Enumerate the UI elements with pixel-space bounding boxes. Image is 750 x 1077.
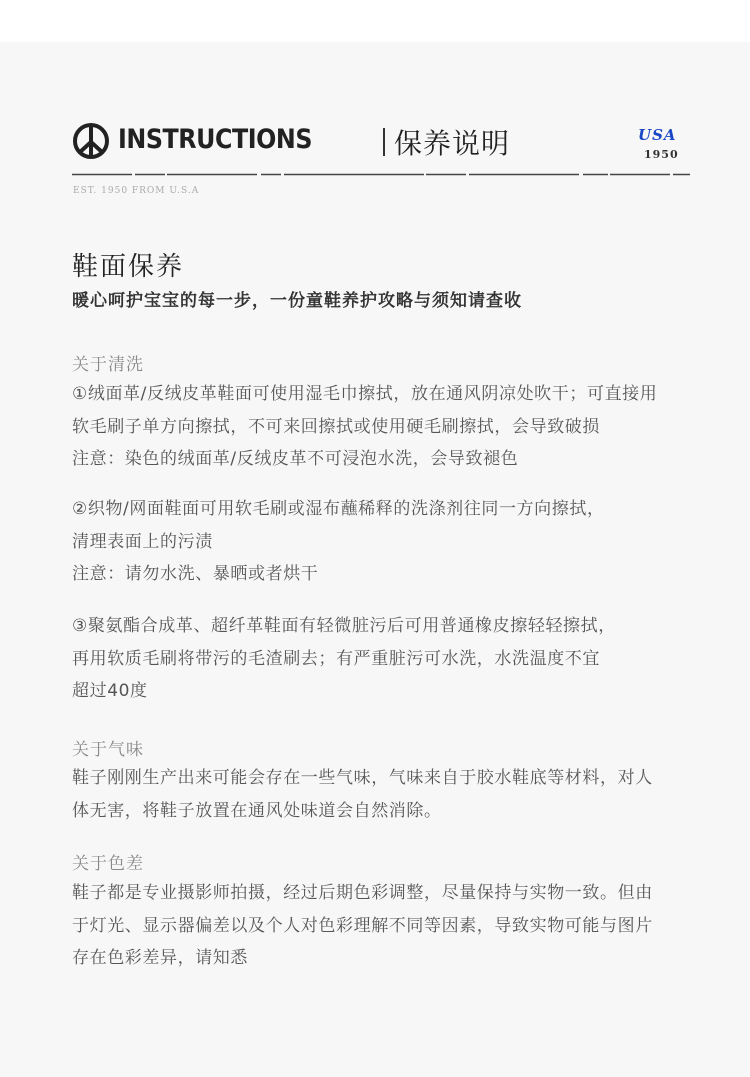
paragraph-line: ③聚氨酯合成革、超纤革鞋面有轻微脏污后可用普通橡皮擦轻轻擦拭， (72, 616, 616, 636)
section-heading: 鞋面保养 (72, 252, 185, 282)
header-rule (72, 173, 690, 176)
section-subheading: 暖心呵护宝宝的每一步，一份童鞋养护攻略与须知请查收 (72, 291, 522, 311)
title-divider (383, 128, 385, 156)
color-paragraph (72, 877, 692, 975)
paragraph-line: 再用软质毛刷将带污的毛渣刷去；有严重脏污可水洗，水洗温度不宜 (72, 648, 600, 669)
paragraph-line: 注意：染色的绒面革/反绒皮革不可浸泡水洗，会导致褪色 (72, 449, 519, 469)
paragraph-line: 注意：请勿水洗、暴晒或者烘干 (72, 564, 319, 584)
top-bar (0, 0, 750, 42)
paragraph-line: 超过40度 (72, 681, 148, 701)
wash-title: 关于清洗 (72, 355, 144, 375)
paragraph-line: 软毛刷子单方向擦拭，不可来回擦拭或使用硬毛刷擦拭，会导致破损 (72, 416, 600, 437)
paragraph-line: 清理表面上的污渍 (72, 531, 213, 552)
odor-paragraph (72, 762, 692, 827)
wash-paragraph-3 (72, 610, 692, 708)
usa-1950-logo (638, 126, 682, 166)
paragraph-line: 存在色彩差异，请知悉 (72, 948, 248, 968)
wash-paragraph-1 (72, 378, 692, 476)
usa-logo-letters: USA (638, 126, 677, 144)
paragraph-line: 鞋子都是专业摄影师拍摄，经过后期色彩调整，尽量保持与实物一致。但由 (72, 883, 653, 903)
paragraph-line: 体无害，将鞋子放置在通风处味道会自然消除。 (72, 800, 442, 821)
paragraph-line: 鞋子刚刚生产出来可能会存在一些气味，气味来自于胶水鞋底等材料，对人 (72, 768, 653, 788)
peace-icon (72, 122, 110, 160)
usa-logo-year: 1950 (644, 148, 679, 161)
header (72, 120, 692, 164)
wash-paragraph-2 (72, 493, 692, 591)
title-chinese: 保养说明 (394, 127, 511, 160)
established-line: EST. 1950 FROM U.S.A (73, 186, 200, 196)
paragraph-line: 于灯光、显示器偏差以及个人对色彩理解不同等因素，导致实物可能与图片 (72, 915, 653, 936)
paragraph-line: ①绒面革/反绒皮革鞋面可使用湿毛巾擦拭，放在通风阴凉处吹干；可直接用 (72, 384, 658, 404)
title-english: INSTRUCTIONS (118, 124, 313, 155)
odor-title: 关于气味 (72, 740, 144, 760)
color-title: 关于色差 (72, 854, 144, 874)
paragraph-line: ②织物/网面鞋面可用软毛刷或湿布蘸稀释的洗涤剂往同一方向擦拭， (72, 499, 605, 519)
